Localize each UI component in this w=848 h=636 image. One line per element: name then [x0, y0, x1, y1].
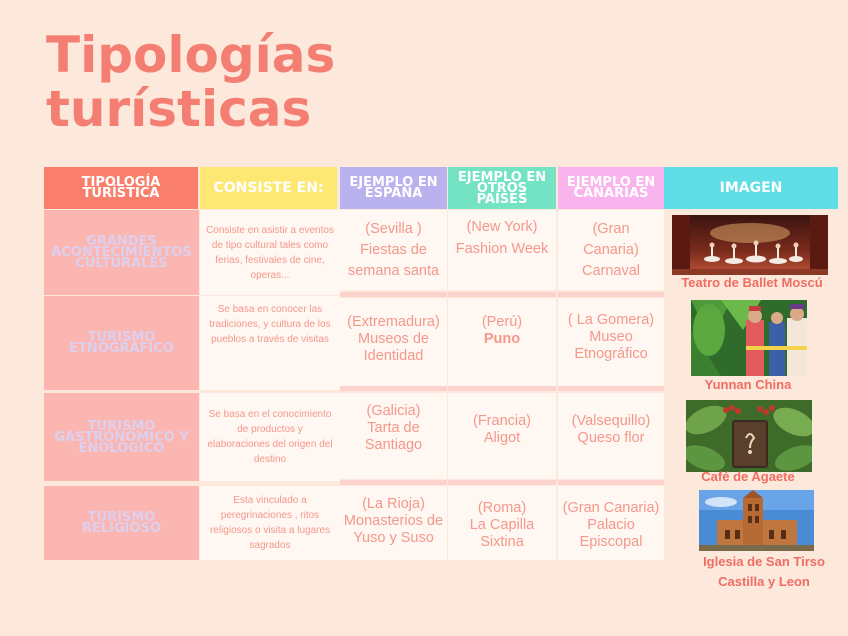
row-4-canarias-line-2: Palacio [587, 517, 635, 533]
row-3-espana-line-1: (Galicia) [366, 403, 421, 419]
row-2-separator-canarias [558, 386, 664, 391]
header-otros-label: EJEMPLO EN OTROS PAÍSES [457, 169, 547, 207]
row-3-consiste [200, 393, 340, 481]
row-1-canarias [558, 210, 664, 290]
row-1-espana-line-1: (Sevilla ) [365, 220, 422, 237]
row-1-separator-espana [340, 292, 447, 297]
header-imagen [664, 167, 838, 209]
title-line-2: turísticas [46, 80, 312, 138]
row-3-espana [340, 393, 447, 479]
row-4-espana-line-3: Yuso y Suso [353, 530, 434, 546]
row-2-tipologia-label: TURISMO ETNOGRÁFICO [69, 330, 174, 356]
row-4-espana-line-2: Monasterios de [343, 513, 444, 529]
row-3-caption-line-1: Café de Agaete [701, 469, 795, 484]
row-3-canarias-line-2: Queso flor [577, 430, 645, 446]
row-2-separator-espana [340, 386, 447, 391]
row-1-tipologia [44, 210, 199, 295]
row-1-canarias-line-3: Carnaval [581, 262, 641, 279]
header-espana-label: EJEMPLO EN ESPAÑA [349, 175, 438, 201]
header-consiste-label: CONSISTE EN: [213, 179, 324, 196]
row-4-consiste-text: Esta vinculado a peregrinaciones , ritos religiosos o visita a lugares sagrados [209, 495, 331, 551]
row-2-caption [666, 375, 830, 395]
row-4-caption [686, 552, 842, 592]
header-otros [448, 167, 556, 209]
row-2-espana [340, 298, 447, 386]
row-2-canarias-line-1: ( La Gomera) [567, 312, 655, 328]
row-4-tipologia-label: TURISMO RELIGIOSO [82, 510, 161, 536]
row-2-consiste [200, 296, 340, 390]
row-3-otros-line-2: Aligot [483, 430, 521, 446]
row-3-canarias-line-1: (Valsequillo) [571, 413, 651, 429]
row-3-caption [666, 467, 830, 487]
row-4-otros-line-3: Sixtina [480, 534, 524, 550]
row-1-caption-line-1: Teatro de Ballet Moscú [681, 275, 823, 290]
row-1-espana [340, 210, 447, 290]
row-3-otros-line-1: (Francia) [472, 413, 531, 429]
church-photo [699, 490, 814, 551]
row-3-tipologia-label: TURISMO GASTRONÓMICO Y ENOLÓGICO [54, 418, 189, 456]
row-2-canarias-line-3: Etnográfico [574, 346, 648, 362]
header-imagen-label: IMAGEN [719, 179, 783, 196]
header-tipologia-label: TIPOLOGÍA TURÍSTICA [81, 175, 161, 201]
row-1-tipologia-label: GRANDES ACONTECIMIENTOS CULTURALES [51, 234, 192, 271]
row-1-espana-line-3: semana santa [347, 262, 440, 279]
row-4-otros-line-2: La Capilla [469, 517, 535, 533]
row-3-separator-otros [448, 480, 556, 485]
row-4-tipologia [44, 486, 199, 560]
row-2-espana-line-3: Identidad [363, 348, 424, 364]
row-4-caption-line-2: Castilla y Leon [718, 574, 810, 589]
row-1-espana-line-2: Fiestas de [360, 241, 427, 258]
row-4-canarias-line-3: Episcopal [579, 534, 643, 550]
row-4-espana [340, 486, 447, 560]
row-1-canarias-line-2: Canaria) [583, 241, 639, 258]
page-title [46, 28, 335, 136]
row-3-canarias [558, 393, 664, 479]
header-tipologia [44, 167, 198, 209]
row-1-canarias-line-1: (Gran [592, 220, 630, 237]
row-3-tipologia [44, 393, 199, 481]
row-2-otros [448, 298, 556, 386]
yunnan-photo [691, 300, 807, 376]
row-2-espana-line-2: Museos de [358, 331, 429, 347]
row-1-consiste [200, 210, 340, 295]
ballet-photo [672, 215, 828, 275]
row-4-espana-line-1: (La Rioja) [362, 496, 425, 512]
row-1-separator-canarias [558, 292, 664, 297]
row-3-separator-canarias [558, 480, 664, 485]
row-1-otros-line-1: (New York) [466, 219, 538, 235]
row-1-otros-line-2: Fashion Week [455, 241, 549, 257]
row-2-tipologia [44, 296, 199, 390]
row-4-canarias-line-1: (Gran Canaria) [562, 500, 660, 516]
row-1-otros [448, 210, 556, 290]
row-2-canarias-line-2: Museo [589, 329, 633, 345]
row-2-otros-line-2: Puno [483, 331, 521, 347]
row-2-consiste-text: Se basa en conocer las tradiciones, y cultura de los pueblos a través de visitas [209, 304, 331, 345]
row-3-espana-line-2: Tarta de [367, 420, 420, 436]
header-canarias [558, 167, 664, 209]
row-1-separator-otros [448, 292, 556, 297]
row-3-otros [448, 393, 556, 479]
title-line-1: Tipologías [46, 26, 336, 84]
row-4-caption-line-1: Iglesia de San Tirso [703, 554, 825, 569]
row-4-consiste [200, 486, 340, 560]
row-4-canarias [558, 486, 664, 560]
row-3-separator-espana [340, 480, 447, 485]
row-2-espana-line-1: (Extremadura) [347, 314, 440, 330]
row-3-consiste-text: Se basa en el conocimiento de productos y elaboraciones del origen del destino [207, 409, 333, 465]
coffee-photo [686, 400, 812, 472]
header-consiste [200, 167, 337, 209]
row-3-espana-line-3: Santiago [364, 437, 423, 453]
row-4-otros [448, 486, 556, 560]
row-1-consiste-text: Consiste en asistir a eventos de tipo cultural tales como ferias, festivales de cine, operas... [206, 224, 334, 281]
header-espana [340, 167, 447, 209]
row-4-otros-line-1: (Roma) [477, 500, 527, 516]
header-canarias-label: EJEMPLO EN CANARIAS [566, 175, 656, 201]
row-2-separator-otros [448, 386, 556, 391]
row-1-caption [666, 273, 838, 293]
row-2-otros-line-1: (Perú) [481, 314, 523, 330]
row-2-canarias [558, 298, 664, 386]
row-2-caption-line-1: Yunnan China [704, 377, 792, 392]
